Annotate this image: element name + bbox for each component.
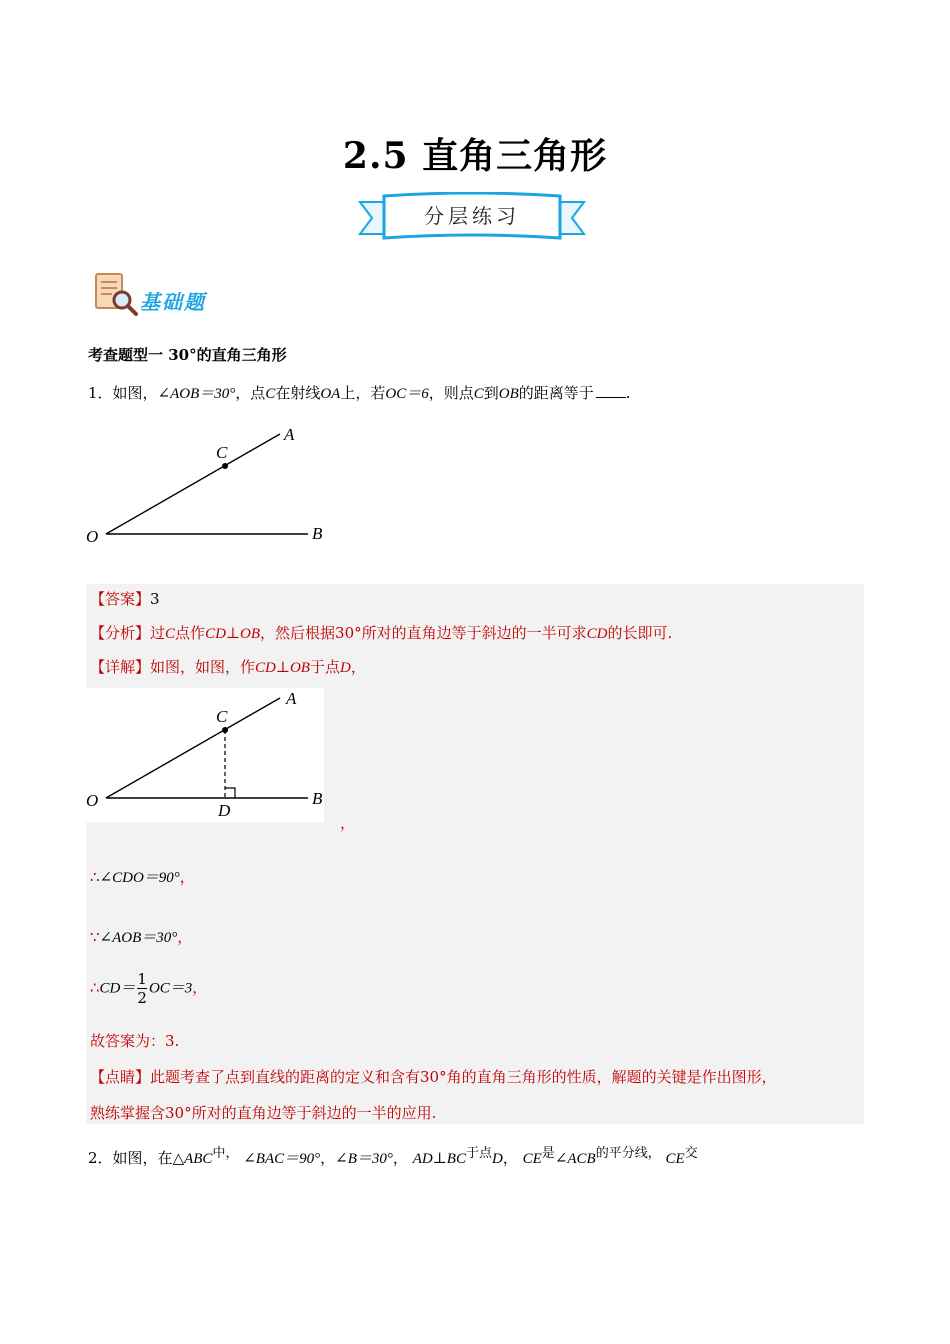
diagram-angle-aob xyxy=(86,420,336,550)
ribbon-label: 分层练习 xyxy=(424,204,520,228)
diagram-perpendicular-box xyxy=(86,688,324,822)
final-answer: 故答案为：3. xyxy=(90,1032,180,1050)
section-badge: 基础题 xyxy=(140,290,206,314)
label-c: C xyxy=(216,707,228,726)
step-2: ∵∠AOB＝30°， xyxy=(90,928,193,946)
comment-line-2: 熟练掌握含30°所对的直角边等于斜边的一半的应用. xyxy=(90,1104,437,1122)
label-b: B xyxy=(312,789,323,808)
label-b: B xyxy=(312,524,323,543)
detail-line: 【详解】如图，如图，作CD⊥OB于点D， xyxy=(90,658,366,676)
analysis-line: 【分析】过C点作CD⊥OB，然后根据30°所对的直角边等于斜边的一半可求CD的长即可. xyxy=(90,624,673,642)
document-search-icon xyxy=(92,272,142,316)
question-1: 1．如图，∠AOB＝30°，点C在射线OA上，若OC＝6，则点C到OB的距离等于 . xyxy=(88,384,631,402)
step-3: ∴CD＝ $\frac{1}{2}$ OC＝3， xyxy=(90,970,208,1007)
question-2: 2．如图，在△ABC中， ∠BAC＝90°，∠B＝30°， AD⊥BC于点D， CE是∠ACB的平分线， CE交 xyxy=(88,1146,698,1167)
label-a: A xyxy=(286,689,297,708)
page-title: 2.5 直角三角形 xyxy=(342,135,608,177)
topic-heading: 考查题型一 30°的直角三角形 xyxy=(88,346,287,364)
label-o: O xyxy=(86,527,99,546)
comment-line-1: 【点睛】此题考查了点到直线的距离的定义和含有30°角的直角三角形的性质，解题的关键是作出图形， xyxy=(90,1068,777,1086)
answer-line: 【答案】3 xyxy=(90,590,160,608)
fraction-one-half: $\frac{1}{2}$ xyxy=(137,970,147,1007)
label-o: O xyxy=(86,791,99,810)
label-c: C xyxy=(216,443,228,462)
step-1: ∴∠CDO＝90°， xyxy=(90,868,195,886)
answer-blank xyxy=(596,397,626,398)
figure-comma: ， xyxy=(340,814,356,832)
label-a: A xyxy=(284,425,295,444)
diagram-perpendicular-cd xyxy=(86,688,324,822)
label-d: D xyxy=(218,801,231,820)
